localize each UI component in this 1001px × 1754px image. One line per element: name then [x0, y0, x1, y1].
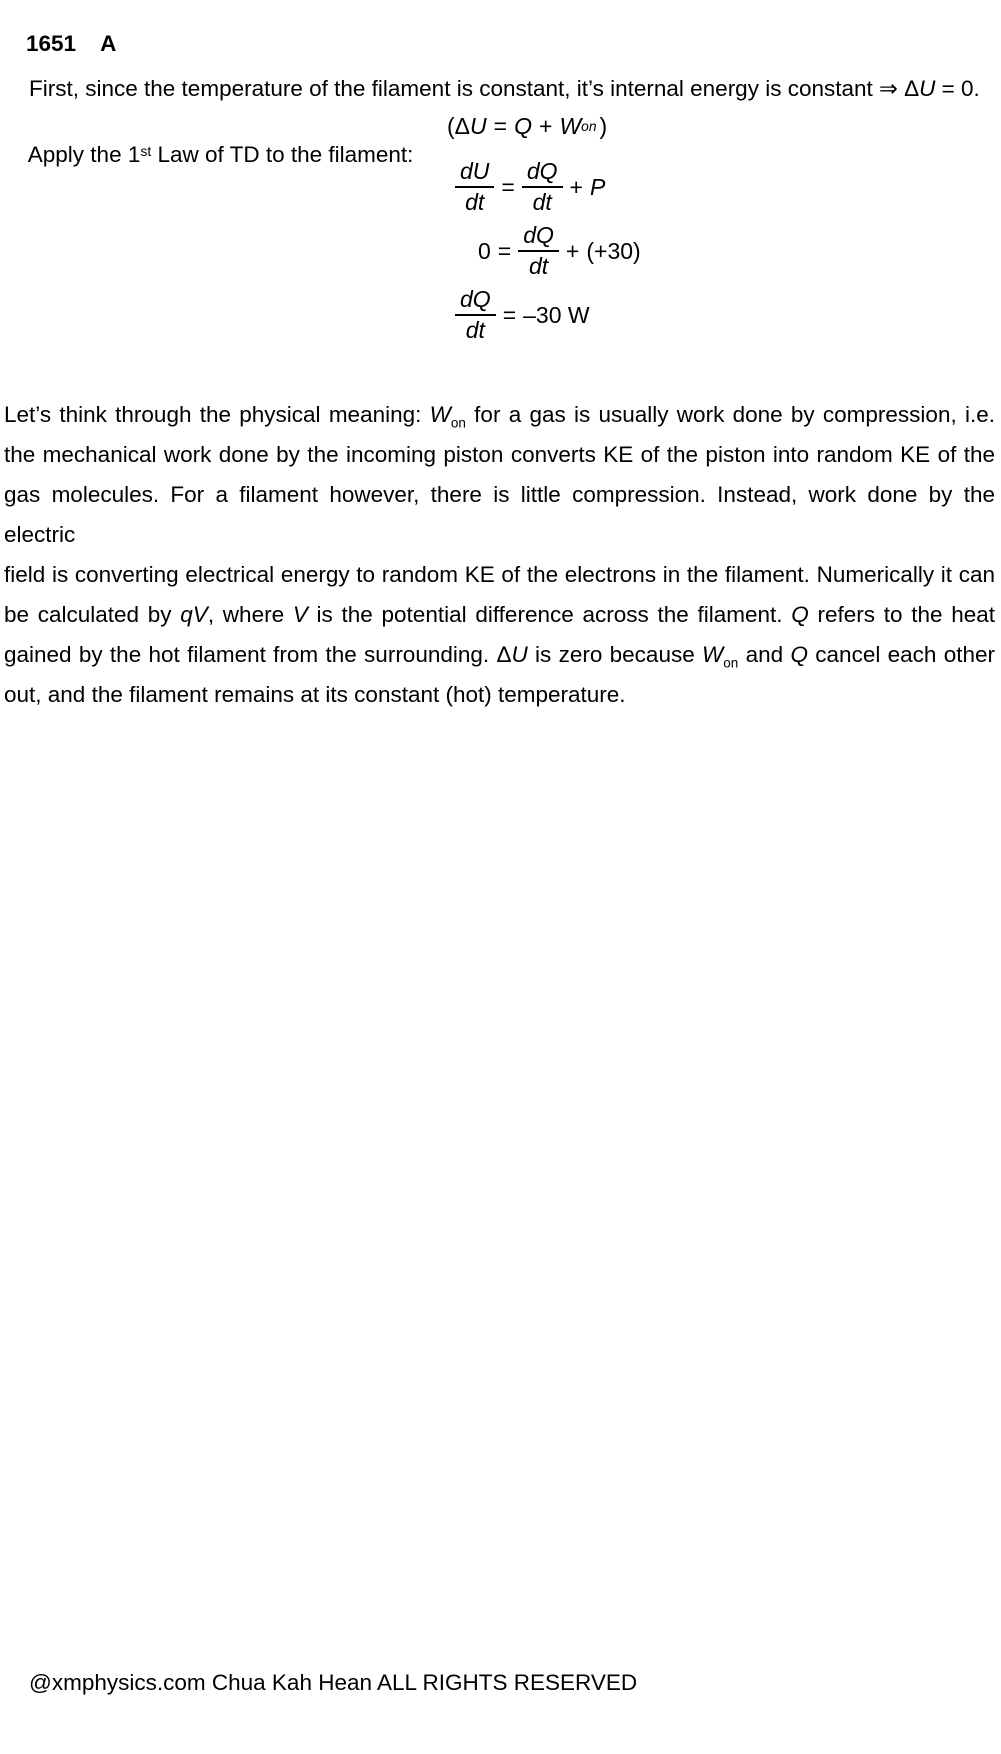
zero-value: 0 — [478, 237, 491, 264]
text-run: , where — [207, 602, 293, 627]
internal-energy-var: U — [919, 76, 936, 101]
result-value: –30 W — [523, 301, 590, 328]
close-paren: ) — [599, 113, 608, 139]
ordinal-superscript: st — [140, 143, 152, 160]
power-value: (+30) — [586, 237, 641, 264]
paragraph-line — [4, 675, 995, 715]
equals-sign: = — [497, 237, 512, 264]
fraction-dQ-dt: $\frac{dQ}{dt}$ — [522, 160, 563, 214]
equation-first-law: ( Δ U = Q + W on ) — [447, 113, 608, 139]
equation-rate-form — [455, 160, 605, 214]
math-variable: V — [292, 602, 308, 627]
text-run: out, and the filament remains at its constant (hot) temperature. — [4, 682, 626, 707]
equation-substituted — [478, 224, 641, 278]
math-subscript: on — [723, 655, 739, 671]
text-run: Let’s think through the physical meaning: — [4, 402, 430, 427]
paragraph-line — [4, 555, 995, 595]
fraction-dQ-dt: $\frac{dQ}{dt}$ — [518, 224, 559, 278]
math-variable: W — [429, 402, 451, 427]
text-run: field is converting electrical energy to random KE of the electrons in the filament. Numerically it can — [4, 562, 995, 587]
text-run: be calculated by — [4, 602, 181, 627]
plus-sign: + — [565, 237, 580, 264]
explanation-paragraph — [4, 395, 995, 715]
text-run: for a gas is usually work done by compression, i.e. — [465, 402, 995, 427]
apply-pre: Apply the 1 — [27, 142, 141, 167]
delta-symbol: Δ — [454, 113, 471, 139]
paragraph-line — [4, 475, 995, 555]
paragraph-line — [4, 595, 995, 635]
math-variable: qV — [180, 602, 208, 627]
apply-law-line — [4, 110, 413, 202]
plus-sign: + — [569, 173, 583, 200]
math-variable: U — [511, 642, 528, 667]
copyright-footer — [4, 1641, 637, 1725]
math-variable: Q — [791, 602, 809, 627]
delta-symbol: Δ — [904, 76, 920, 101]
text-run: gained by the hot filament from the surrounding. Δ — [4, 642, 512, 667]
work-var: W — [559, 113, 582, 139]
math-variable: Q — [790, 642, 808, 667]
paragraph-line — [4, 635, 995, 675]
power-var: P — [589, 173, 606, 200]
text-run: refers to the heat — [808, 602, 995, 627]
fraction-dQ-dt: $\frac{dQ}{dt}$ — [455, 288, 496, 342]
math-variable: W — [702, 642, 724, 667]
paragraph-line — [4, 395, 995, 435]
plus-sign: + — [539, 113, 553, 139]
fraction-dU-dt: $\frac{dU}{dt}$ — [455, 160, 494, 214]
answer-letter: A — [100, 31, 117, 56]
open-paren: ( — [447, 113, 455, 139]
question-number: 1651 — [26, 31, 77, 56]
math-subscript: on — [450, 415, 466, 431]
implies-symbol: ⇒ — [879, 76, 905, 101]
intro-tail: = 0. — [935, 76, 980, 101]
text-run: the mechanical work done by the incoming piston converts KE of the piston into random KE of the — [4, 442, 995, 467]
text-run: gas molecules. For a filament however, there is little compression. Instead, work done by the electric — [4, 482, 995, 547]
text-run: cancel each other — [807, 642, 996, 667]
text-run: and — [738, 642, 791, 667]
paragraph-line — [4, 435, 995, 475]
internal-energy-var: U — [470, 113, 487, 139]
equation-result — [455, 288, 590, 342]
intro-text: First, since the temperature of the filament is constant, it’s internal energy is constant — [29, 76, 880, 101]
text-run: is zero because — [527, 642, 703, 667]
apply-post: Law of TD to the filament: — [151, 142, 414, 167]
footer-text: @xmphysics.com Chua Kah Hean ALL RIGHTS RESERVED — [29, 1670, 638, 1695]
heat-var: Q — [514, 113, 532, 139]
equals-sign: = — [501, 173, 515, 200]
equals-sign: = — [493, 113, 508, 139]
equals-sign: = — [502, 301, 517, 328]
text-run: is the potential difference across the filament. — [307, 602, 792, 627]
